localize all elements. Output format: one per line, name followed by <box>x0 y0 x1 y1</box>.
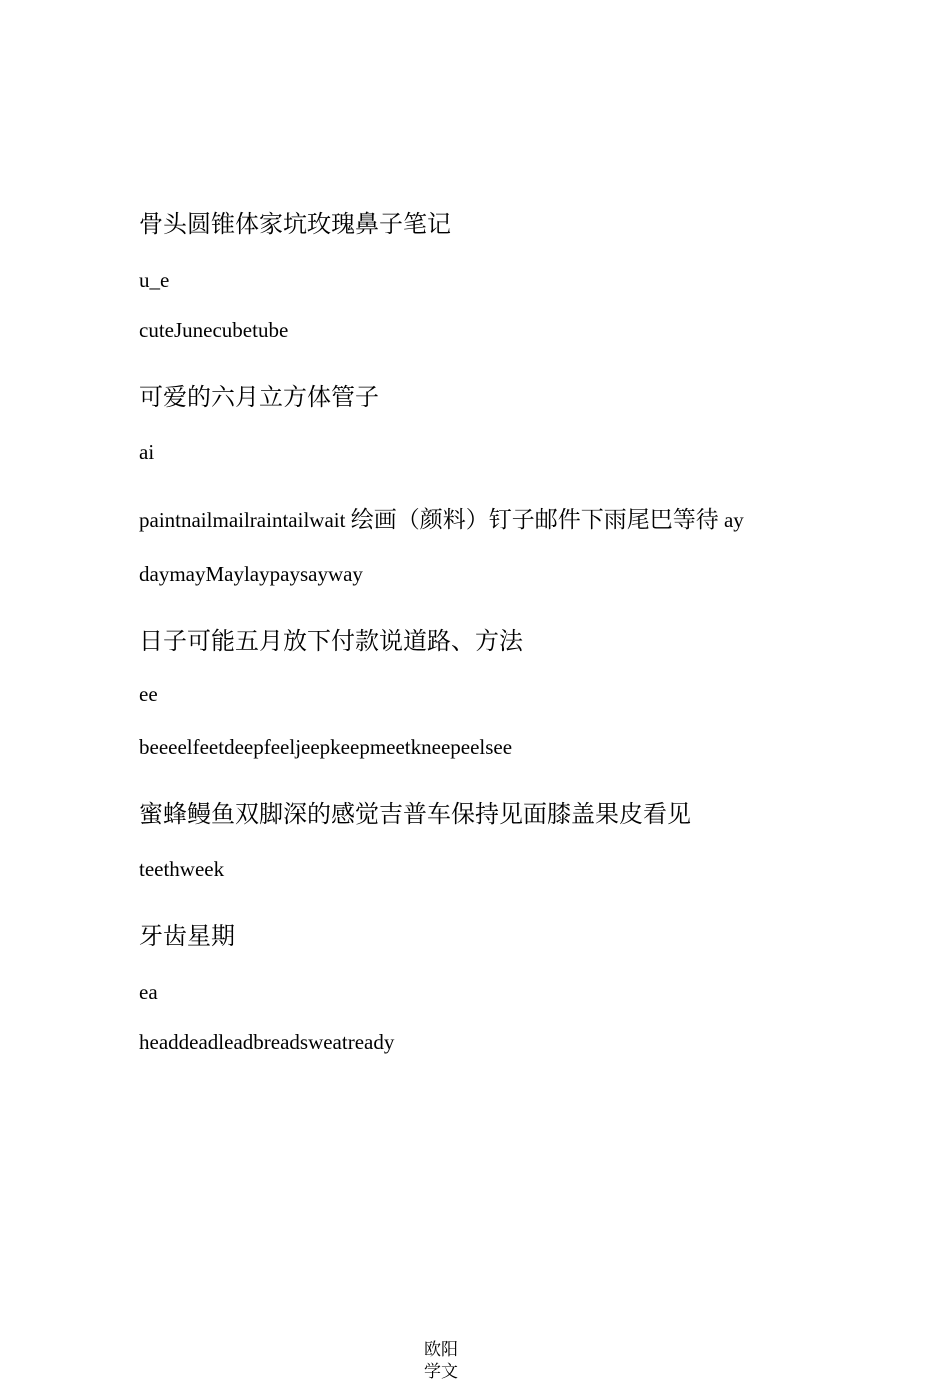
line-phonics-ai: ai <box>139 440 155 464</box>
line-phonics-ee: ee <box>139 682 158 706</box>
line-words-ai <box>139 506 744 534</box>
line-chinese-day: 日子可能五月放下付款说道路、方法 <box>139 627 523 655</box>
footer-line-1: 欧阳 <box>424 1340 458 1360</box>
line-chinese-cute: 可爱的六月立方体管子 <box>139 383 379 411</box>
line-words-ee: beeeelfeetdeepfeeljeepkeepmeetkneepeelsee <box>139 735 513 759</box>
page-footer <box>424 1339 464 1383</box>
line-words-ai-english: paintnailmailraintailwait <box>139 508 351 532</box>
line-words-ai-suffix: ay <box>718 508 744 532</box>
line-phonics-u-e: u_e <box>139 268 170 292</box>
line-words-u-e: cuteJunecubetube <box>139 318 289 342</box>
line-words-ai-chinese: 绘画（颜料）钉子邮件下雨尾巴等待 <box>350 507 719 533</box>
line-chinese-bee: 蜜蜂鳗鱼双脚深的感觉吉普车保持见面膝盖果皮看见 <box>139 800 691 828</box>
line-words-teeth: teethweek <box>139 857 225 881</box>
footer-line-2: 学文 <box>424 1362 458 1382</box>
line-chinese-teeth: 牙齿星期 <box>139 922 235 950</box>
line-phonics-ea: ea <box>139 980 158 1004</box>
line-words-ay: daymayMaylaypaysayway <box>139 562 363 586</box>
line-words-ea: headdeadleadbreadsweatready <box>139 1030 395 1054</box>
line-chinese-bones: 骨头圆锥体家坑玫瑰鼻子笔记 <box>139 210 451 238</box>
